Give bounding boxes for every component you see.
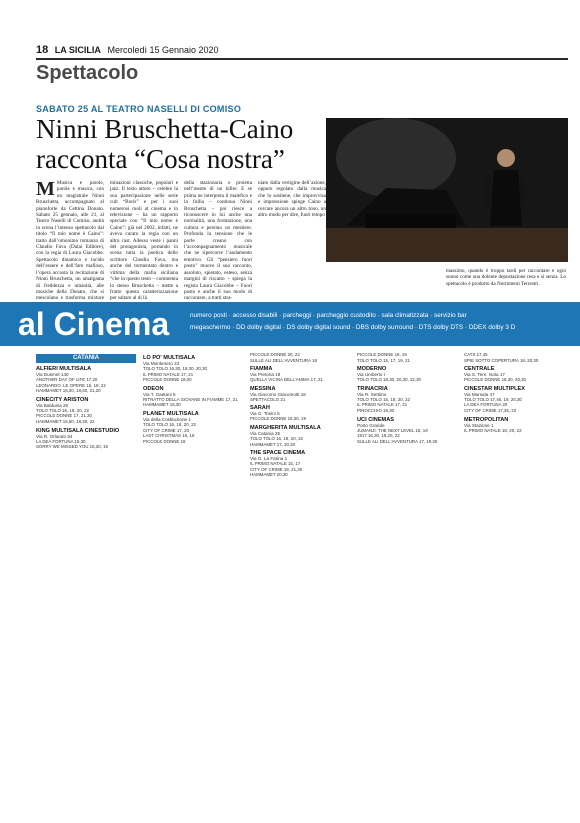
film-showtime: IL PRIMO NATALE 17, 21 [357,402,408,408]
film-showtime: SORRY WE MISSED YOU 15,30, 19 [36,444,108,450]
article-column-5: massimo, quando è troppo tardi per raccontare e ogni suono come una dolente depostazione resa e si senza. Lo spettacolo è prodotto da Nutrimenti Terrestri. [446,268,566,287]
article-headline: Ninni Bruschetta-Caino racconta “Cosa nostra” [36,114,294,174]
film-showtime: PICCOLE DONNE 19 [143,438,186,444]
film-showtime: PICCOLE DONNE 19,00 [143,377,192,383]
cinema-address: Via Giacomo Giacomotti 18 [250,391,306,397]
cinema-name: ALFIERI MULTISALA [36,366,92,372]
film-showtime: TOLO TOLO 16, 18, 20, 22 [36,407,89,413]
cinema-address: Via T. Gaetani 5 [143,391,176,397]
film-showtime: PICCOLE DONNE 16,30, 19 [250,416,306,422]
film-showtime: TOLO TOLO 16, 18, 20, 22 [143,421,196,427]
cinema-banner [0,302,580,346]
cinema-name: TRINACRIA [357,385,388,392]
cinema-address: Via Montenero 23 [143,361,180,366]
cinema-name: KING MULTISALA CINESTUDIO [36,427,120,434]
cinema-address: Via della Costituzione 1 [143,416,191,422]
cinema-name: UCI CINEMAS [357,416,394,423]
cinema-name: CINECITY ARISTON [36,396,89,403]
cinema-legend [190,310,580,334]
cinema-address: Via Umberto I [357,372,385,378]
film-showtime: TOLO TOLO 16, 18, 20, 22 [250,435,303,441]
cinema-address: Via Dusmet 140 [36,372,69,377]
film-showtime: LA DEA FORTUNA 15,30 [36,438,86,444]
film-showtime: LEONARDO. LE OPERE 16, 18, 22 [36,382,106,388]
section-title: Spettacolo [36,62,139,84]
film-showtime: PICCOLE DONNE 16, 19 [357,352,407,357]
cinema-listings [36,352,568,818]
film-showtime: IL PRIMO NATALE 18, 20, 22 [464,427,522,433]
cinema-address: Via Balduina 25 [36,402,69,408]
film-showtime: 1917 16,30, 19,20, 22 [357,433,400,439]
legend-line-2: megaschermo · DD dolby digital · DS dolby digital sound · DBS dolby surround · DTS dolby DTS · DDEX dolby 3 D [190,324,516,331]
film-showtime: TOLO TOLO 18,30, 20,30, 22,30 [357,377,421,383]
article-column-2: minazioni classiche, popolari e jazz. Il testo attore – celebre la sua partecipazione nelle serie cult “Boris” e per i suoi numerosi ruoli al cinema e in televisione – ha un rapporto speciale con “Il mio nome è Caino”: già nel 2002, infatti, ne aveva curato la regia con un altro cast. Adesso veste i panni del protagonista, portando in scena tutta la poetica dello scrittore Claudio Fava, ma anche del tormentato dentro e vittima della mafia siciliana “che in questo testo – commenta lo stesso Bruschetta – mette a frutto questa caratterizzazione per saltare al di là [110,180,178,302]
cinema-address: Via R. Settimo [357,391,387,397]
listing-column [36,352,136,818]
city-header: CATANIA [36,354,136,363]
cinema-address: Via Pretoria 19 [250,372,281,378]
cinema-address: Via Catania 25 [250,430,281,436]
film-showtime: CITY OF CRIME 17, 20 [143,427,190,433]
page-number: 18 [36,44,49,56]
listing-column [357,352,457,818]
film-showtime: ANOTHER DAY OF LIFE 17,20 [36,377,98,382]
listing-column [250,352,350,818]
cinema-name: MESSINA [250,385,276,392]
cinema-name: PLANET MULTISALA [143,410,199,417]
newspaper-name: LA SICILIA [54,45,101,55]
cinema-name: FIAMMA [250,366,273,373]
legend-line-1: numero posti · accesso disabili · parcheggi · parcheggio custodito · sala climatizzata · servizio bar [190,312,467,319]
page-header [36,44,568,58]
cinema-address: Via Stazione 1 [464,422,494,428]
film-showtime: SULLE ALI DELL'AVVENTURA 17, 19,30 [357,438,438,444]
article-body-continued [326,268,568,298]
film-showtime: IL PRIMO NATALE 15, 17 [250,461,301,467]
listing-column [143,352,243,818]
cinema-name: METROPOLITAN [464,416,509,423]
film-showtime: HAMMAMET 16,50, 19,30, 22 [36,418,95,424]
film-showtime: SPIE SOTTO COPERTURA 18, 20,30 [464,357,539,363]
cinema-name: MODERNO [357,366,387,373]
cinema-address: Via G. Tonini 5 [250,411,280,417]
cinema-address: Via Marsala 47 [464,391,495,397]
film-showtime: PINOCCHIO 19,30 [357,407,395,413]
header-rule [36,58,568,60]
film-showtime: CITY OF CRIME 17,35, 22 [464,407,517,413]
cinema-banner-title: al Cinema [18,306,170,342]
film-showtime: IL PRIMO NATALE 17, 21 [143,371,194,377]
film-showtime: SULLE ALI DELL'AVVENTURA 18 [250,357,317,363]
film-showtime: HAMMAMET 16,20, 18,50, 21,20 [36,388,101,394]
cinema-name: ODEON [143,385,164,392]
issue-date: Mercoledì 15 Gennaio 2020 [107,45,219,55]
film-showtime: RITRATTO DELLA GIOVANE IN FIAMME 17, 21 [143,396,238,402]
cinema-name: THE SPACE CINEMA [250,450,306,457]
stage-photo-image [326,118,568,262]
film-showtime: QUELLA VICINA DELL'ANIMA 17, 21 [250,377,323,383]
article-body [36,178,328,302]
article-column-1 [36,178,104,302]
cinema-name: SARAH [250,405,270,412]
film-showtime: JUMANJI: THE NEXT LEVEL 16, 19 [357,427,428,433]
film-showtime: SPETTACOLO 21 [250,396,286,402]
drop-cap: M [36,178,55,200]
film-showtime: LA DEA FORTUNA 20 [464,402,508,408]
cinema-name: MARGHERITA MULTISALA [250,424,321,431]
film-showtime: PICCOLE DONNE 20, 22 [250,352,300,357]
cinema-address: Via S. Tere. Isola 17 [464,372,505,378]
cinema-name: CINESTAR MULTIPLEX [464,385,526,392]
film-showtime: CITY OF CRIME 19, 21,30 [250,466,303,472]
listing-column [464,352,564,818]
cinema-name: CENTRALE [464,366,495,373]
cinema-address: Via R. Orlando 54 [36,433,73,439]
film-showtime: TOLO TOLO 16,30, 18,30, 20,30 [143,366,207,371]
stage-photo [326,118,568,262]
film-showtime: PICCOLE DONNE 18,30, 20,30 [464,377,526,383]
film-showtime: TOLO TOLO 15, 17, 19, 21 [357,357,410,363]
film-showtime: TOLO TOLO 17,45, 19, 20,30 [464,396,522,402]
film-showtime: CATS 17,45 [464,352,488,357]
film-showtime: HAMMAMET 18,30 [143,402,181,408]
film-showtime: PICCOLE DONNE 17, 21,30 [36,413,92,419]
cinema-address: Via G. La Farina 1 [250,456,288,462]
film-showtime: HAMMAMET 20,30 [250,472,288,478]
cinema-name: LO PO' MULTISALA [143,355,196,361]
film-showtime: HAMMAMET 17, 20,30 [250,441,296,447]
film-showtime: LAST CHRISTMAS 16, 18 [143,433,195,439]
film-showtime: TOLO TOLO 16, 18, 20, 22 [357,396,410,402]
article-column-4: niato dalla vertigine dell’azione, oppure regolato dalla musica che lo sostiene, che improvvisa e impressione spinge Caino a cercare ancora un altro tono, un altro modo per dire, fuori tempo [258,180,326,219]
article-kicker: SABATO 25 AL TEATRO NASELLI DI COMISO [36,104,242,114]
article-text-1: Musica e parole, parole e musica, con un magistrale Ninni Bruschetta, accompagnato al pianoforte da Cettina Donato. Sabato 25 gennaio, alle 21, al Teatro Naselli di Comiso, andrà in scena l’intenso spettacolo dal titolo “Il mio nome è Caino”: tratto dall’omonimo romanzo di Claudio Fava (Dalai Editore), con la regia di Laura Giacobbe. Spettacolo dinamico e lucido dell’essere e dell’fare mafioso, l’opera accosta la recitazione di Ninni Bruschetta, un amalgama di freddezza e umanità, alle musiche della Donato, che si mescolano e trasforma mixture [36,180,104,302]
article-column-3: della stazionaria e proietta nell’mente di un killer. E se prima ne interpreta il malefico e la follia – continua Ninni Bruschetta – poi riesce a riconoscere in lui anche una normalità, una formazione, una cultura e persino un mestiere. Profonda la tensione che le porle creano con l’accompagnamento musicale che ne ripercorre l’andamento emotivo. Gli “pensiero fuori posto” muove il suo racconto, assoluto, spietato, esteso, senza margini di riscatto – spiega la regista Laura Giacobbe – Fuori posto e anche il suo modo di raccontare, a tratti stra- [184,180,252,302]
cinema-address: Porto Grande [357,422,385,428]
